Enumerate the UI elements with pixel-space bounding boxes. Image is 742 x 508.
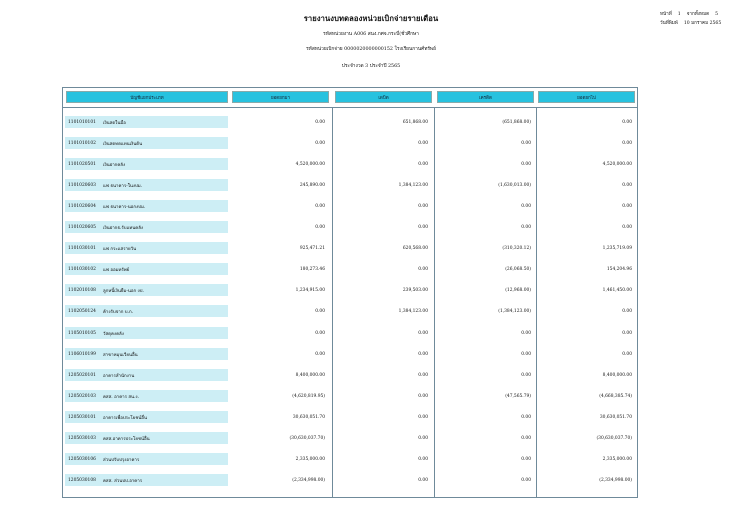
debit-amount: 0.00 <box>418 351 428 357</box>
page-label: หน้าที่ <box>660 12 672 17</box>
account-name: เงินฝากธ.รับแทนคลัง <box>103 225 144 231</box>
closing-amount: 0.00 <box>622 203 632 209</box>
opening-amount: 0.00 <box>315 224 325 230</box>
debit-amount: 0.00 <box>418 266 428 272</box>
column-divider <box>536 108 537 498</box>
account-name: แฟ ออมทรัพย์ <box>103 267 130 273</box>
account-name: แฟ กระแสรายวัน <box>103 246 137 252</box>
agency-line: รหัสหน่วยงาน A006 สนง.กศจ.กระบี่(ชั่วศึกษา <box>323 32 419 37</box>
debit-amount: 0.00 <box>418 393 428 399</box>
credit-amount: 0.00 <box>521 351 531 357</box>
disbursement-unit-line: รหัสหน่วยเบิกจ่าย 0000020000000152 โรงเรียนกานศ์ทรัพย์ <box>306 47 436 52</box>
debit-amount: 0.00 <box>418 372 428 378</box>
debit-amount: 0.00 <box>418 203 428 209</box>
credit-amount: (1,630,013.00) <box>498 182 531 188</box>
closing-amount: 0.00 <box>622 182 632 188</box>
page-value: 1 <box>677 12 681 17</box>
account-name: เงินสดทดแทนเงินต้น <box>103 141 143 147</box>
credit-amount: 0.00 <box>521 372 531 378</box>
account-name: ส่วนปรับปรุงอาคาร <box>103 457 140 463</box>
credit-amount: (651,868.00) <box>502 119 531 125</box>
closing-amount: 30,630,051.70 <box>599 414 632 420</box>
table-row <box>65 390 228 402</box>
account-code: 1101030101 <box>68 245 96 251</box>
debit-amount: 1,384,123.00 <box>398 182 428 188</box>
account-name: ค้างรับจาก บ.ก. <box>103 309 134 315</box>
opening-amount: 925,471.21 <box>299 245 325 251</box>
closing-amount: 0.00 <box>622 308 632 314</box>
account-code: 1205020101 <box>68 372 96 378</box>
account-code: 1101020605 <box>68 224 96 230</box>
credit-amount: 0.00 <box>521 330 531 336</box>
account-code: 1102010108 <box>68 287 96 293</box>
closing-amount: 0.00 <box>622 119 632 125</box>
credit-amount: 0.00 <box>521 456 531 462</box>
table-row <box>65 179 228 191</box>
column-header-debit: เดบิต <box>335 91 432 103</box>
print-date-value: 10 มกราคม 2565 <box>683 21 722 26</box>
opening-amount: 4,520,000.00 <box>295 161 325 167</box>
print-date-label: วันที่พิมพ์ <box>660 21 678 26</box>
table-row <box>65 221 228 233</box>
column-header-credit: เครดิต <box>437 91 534 103</box>
account-code: 1205030103 <box>68 435 96 441</box>
report-title: รายงานงบทดลองหน่วยเบิกจ่ายรายเดือน <box>303 14 439 23</box>
closing-amount: 0.00 <box>622 351 632 357</box>
table-row <box>65 263 228 275</box>
account-name: สาขาหมุนเวียนอื่น <box>103 352 138 358</box>
closing-amount: (30,630,037.70) <box>596 435 632 441</box>
debit-amount: 0.00 <box>418 456 428 462</box>
debit-amount: 239,503.00 <box>402 287 428 293</box>
page-total-value: 5 <box>715 12 719 17</box>
opening-amount: 0.00 <box>315 330 325 336</box>
credit-amount: 0.00 <box>521 477 531 483</box>
account-code: 1205030101 <box>68 414 96 420</box>
closing-amount: 0.00 <box>622 224 632 230</box>
credit-amount: 0.00 <box>521 224 531 230</box>
account-code: 1205020103 <box>68 393 96 399</box>
account-code: 1101010102 <box>68 140 96 146</box>
credit-amount: 0.00 <box>521 161 531 167</box>
debit-amount: 1,384,123.00 <box>398 308 428 314</box>
column-header-account: บัญชีแยกประเภท <box>66 91 228 103</box>
credit-amount: 0.00 <box>521 414 531 420</box>
opening-amount: 0.00 <box>315 351 325 357</box>
closing-amount: 4,520,000.00 <box>602 161 632 167</box>
opening-amount: 2,335,000.00 <box>295 456 325 462</box>
account-name: อาคารสำนักงาน <box>103 373 135 379</box>
table-row <box>65 432 228 444</box>
closing-amount: 154,204.96 <box>606 266 632 272</box>
table-row <box>65 305 228 317</box>
period-line: ประจำงวด 3 ประจำปี 2565 <box>341 64 401 69</box>
account-name: เงินสดในมือ <box>103 120 126 126</box>
debit-amount: 0.00 <box>418 435 428 441</box>
table-row <box>65 411 228 423</box>
credit-amount: (310,320.12) <box>502 245 531 251</box>
account-code: 1102050124 <box>68 308 96 314</box>
opening-amount: 245,890.00 <box>299 182 325 188</box>
account-name: เงินฝากคลัง <box>103 162 126 168</box>
account-name: คสส. อาคาร สน.ง. <box>103 394 139 400</box>
page-total-label: จากทั้งหมด <box>686 12 710 17</box>
closing-amount: 8,400,000.00 <box>602 372 632 378</box>
opening-amount: (30,630,037.70) <box>289 435 325 441</box>
credit-amount: (12,968.00) <box>505 287 531 293</box>
table-row <box>65 348 228 360</box>
account-code: 1101020603 <box>68 182 96 188</box>
table-row <box>65 242 228 254</box>
opening-amount: 0.00 <box>315 140 325 146</box>
table-row <box>65 116 228 128</box>
debit-amount: 0.00 <box>418 414 428 420</box>
opening-amount: (2,334,998.00) <box>292 477 325 483</box>
account-code: 1106010199 <box>68 351 96 357</box>
account-code: 1101030102 <box>68 266 96 272</box>
table-row <box>65 137 228 149</box>
credit-amount: (47,565.79) <box>505 393 531 399</box>
opening-amount: 8,400,000.00 <box>295 372 325 378</box>
page-info <box>660 10 721 28</box>
credit-amount: (26,068.50) <box>505 266 531 272</box>
account-code: 1101020604 <box>68 203 96 209</box>
account-code: 1101010101 <box>68 119 96 125</box>
account-code: 1105010105 <box>68 330 96 336</box>
account-name: คสส.อาคารประโยชน์อื่น <box>103 436 150 442</box>
table-row <box>65 453 228 465</box>
credit-amount: 0.00 <box>521 435 531 441</box>
closing-amount: 1,235,719.09 <box>602 245 632 251</box>
closing-amount: (2,334,998.00) <box>599 477 632 483</box>
account-name: วัสดุคงคลัง <box>103 331 124 337</box>
debit-amount: 620,568.00 <box>402 245 428 251</box>
closing-amount: 0.00 <box>622 330 632 336</box>
table-row <box>65 200 228 212</box>
table-row <box>65 474 228 486</box>
closing-amount: 2,335,000.00 <box>602 456 632 462</box>
account-code: 1205030108 <box>68 477 96 483</box>
account-name: ลูกหนี้เงินยืม-นอก งป. <box>103 288 144 294</box>
opening-amount: 0.00 <box>315 203 325 209</box>
debit-amount: 0.00 <box>418 330 428 336</box>
credit-amount: 0.00 <box>521 203 531 209</box>
debit-amount: 0.00 <box>418 477 428 483</box>
table-row <box>65 158 228 170</box>
opening-amount: 0.00 <box>315 308 325 314</box>
column-header-closing: ยอดยกไป <box>538 91 635 103</box>
account-name: แฟ ธนาคาร-นอกงปม. <box>103 204 146 210</box>
debit-amount: 0.00 <box>418 224 428 230</box>
account-name: อาคารเพื่อประโยชน์อื่น <box>103 415 147 421</box>
opening-amount: 0.00 <box>315 119 325 125</box>
table-row <box>65 327 228 339</box>
opening-amount: 180,273.46 <box>299 266 325 272</box>
credit-amount: (1,384,123.00) <box>498 308 531 314</box>
closing-amount: (4,668,385.74) <box>599 393 632 399</box>
debit-amount: 0.00 <box>418 140 428 146</box>
opening-amount: (4,620,819.95) <box>292 393 325 399</box>
table-row <box>65 284 228 296</box>
closing-amount: 1,461,450.00 <box>602 287 632 293</box>
opening-amount: 30,630,051.70 <box>292 414 325 420</box>
column-divider <box>332 108 333 498</box>
column-header-opening: ยอดยกมา <box>232 91 329 103</box>
credit-amount: 0.00 <box>521 140 531 146</box>
debit-amount: 0.00 <box>418 161 428 167</box>
closing-amount: 0.00 <box>622 140 632 146</box>
table-row <box>65 369 228 381</box>
opening-amount: 1,234,915.00 <box>295 287 325 293</box>
account-code: 1205030106 <box>68 456 96 462</box>
account-code: 1101020501 <box>68 161 96 167</box>
debit-amount: 651,868.00 <box>402 119 428 125</box>
column-divider <box>434 108 435 498</box>
account-name: แฟ ธนาคาร-ในงปม. <box>103 183 143 189</box>
account-name: คสส. ส่วนปป.อาคาร <box>103 478 143 484</box>
